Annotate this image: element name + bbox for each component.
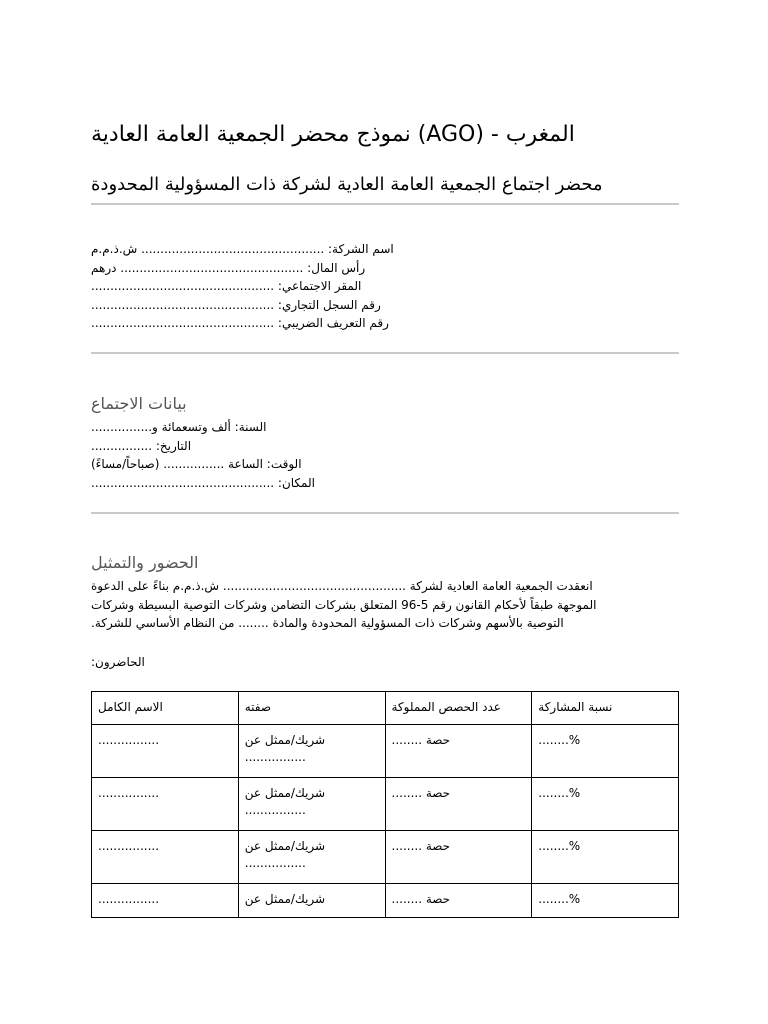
cell-percentage: ........% <box>532 725 679 778</box>
cell-capacity: شريك/ممثل عن ................ <box>238 778 385 831</box>
document-title: المغرب - (AGO) نموذج محضر الجمعية العامة العادية <box>91 122 575 147</box>
cell-full-name: ................ <box>92 725 239 778</box>
cell-capacity: شريك/ممثل عن <box>238 884 385 918</box>
meeting-info-block <box>91 418 679 492</box>
cell-shares: حصة ........ <box>385 725 532 778</box>
header-participation-rate: نسبة المشاركة <box>532 692 679 725</box>
meeting-place-line: المكان: ................................................ <box>91 475 315 490</box>
table-row <box>92 884 679 918</box>
document-subtitle: محضر اجتماع الجمعية العامة العادية لشركة ذات المسؤولية المحدودة <box>91 174 603 195</box>
cell-capacity: شريك/ممثل عن ................ <box>238 725 385 778</box>
company-name-line: اسم الشركة: ................................................ ش.ذ.م.م <box>91 242 394 256</box>
divider <box>91 512 679 514</box>
cell-shares: حصة ........ <box>385 884 532 918</box>
header-shares-owned: عدد الحصص المملوكة <box>385 692 532 725</box>
cell-percentage: ........% <box>532 778 679 831</box>
divider <box>91 203 679 205</box>
tax-id-line: رقم التعريف الضريبي: ................................................ <box>91 316 389 330</box>
attendees-label: الحاضرون: <box>91 655 145 669</box>
commercial-register-line: رقم السجل التجاري: ................................................ <box>91 297 381 312</box>
cell-full-name: ................ <box>92 884 239 918</box>
meeting-heading: بيانات الاجتماع <box>91 394 187 413</box>
table-row <box>92 831 679 884</box>
cell-percentage: ........% <box>532 831 679 884</box>
table-row <box>92 725 679 778</box>
cell-full-name: ................ <box>92 831 239 884</box>
divider <box>91 352 679 354</box>
paragraph-line: الموجهة طبقاً لأحكام القانون رقم 5-96 المتعلق بشركات التضامن وشركات التوصية البسيطة وشركات <box>91 597 597 612</box>
cell-shares: حصة ........ <box>385 831 532 884</box>
attendance-heading: الحضور والتمثيل <box>91 553 199 572</box>
company-info-block <box>91 240 679 333</box>
cell-capacity: شريك/ممثل عن ................ <box>238 831 385 884</box>
meeting-year-line: السنة: ألف وتسعمائة و................ <box>91 420 267 434</box>
attendees-table <box>91 691 679 918</box>
attendance-paragraph <box>91 577 679 633</box>
meeting-date-line: التاريخ: ................ <box>91 438 192 453</box>
header-capacity: صفته <box>238 692 385 725</box>
cell-shares: حصة ........ <box>385 778 532 831</box>
meeting-time-line: الوقت: الساعة ................ (صباحاً/مساءً) <box>91 457 302 471</box>
headquarters-line: المقر الاجتماعي: ................................................ <box>91 279 362 293</box>
cell-full-name: ................ <box>92 778 239 831</box>
paragraph-line: التوصية بالأسهم وشركات ذات المسؤولية المحدودة والمادة ........ من النظام الأساسي للشركة. <box>91 616 564 630</box>
header-full-name: الاسم الكامل <box>92 692 239 725</box>
table-header-row <box>92 692 679 725</box>
table-row <box>92 778 679 831</box>
capital-line: رأس المال: ................................................ درهم <box>91 260 366 275</box>
paragraph-line: انعقدت الجمعية العامة العادية لشركة ................................................ ش.ذ.م.م بناءً على الدعوة <box>91 579 593 593</box>
cell-percentage: ........% <box>532 884 679 918</box>
